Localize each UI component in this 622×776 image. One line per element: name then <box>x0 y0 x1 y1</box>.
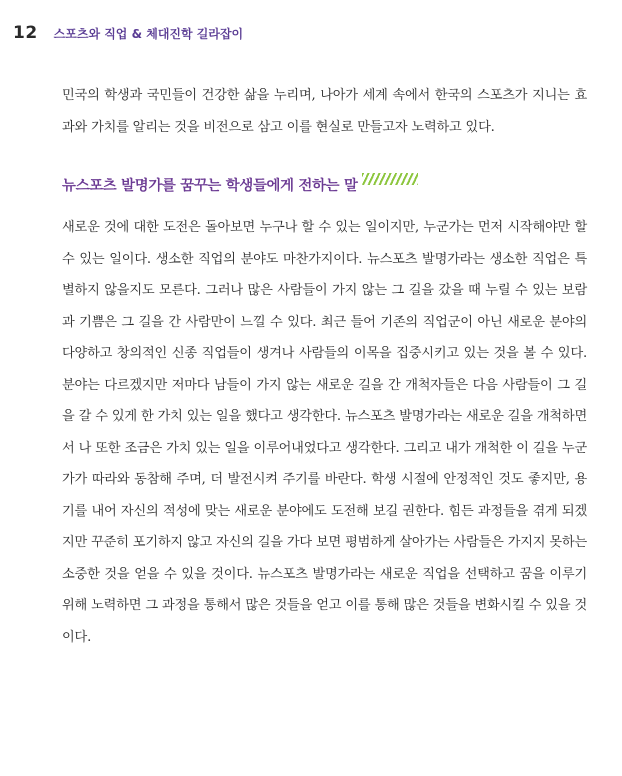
section-heading <box>62 174 418 195</box>
body-paragraph: 새로운 것에 대한 도전은 돌아보면 누구나 할 수 있는 일이지만, 누군가는 먼저 시작해야만 할 수 있는 일이다. 생소한 직업의 분야도 마찬가지이다. 뉴스포츠 발명가라는 생소한 직업은 특별하지 않을지도 모른다. 그러나 많은 사람들이 가지 않는 그 길을 갔을 때 누릴 수 있는 보람과 기쁨은 그 길을 간 사람만이 느낄 수 있다. 최근 들어 기존의 직업군이 아닌 새로운 분야의 다양하고 창의적인 신종 직업들이 생겨나 사람들의 이목을 집중시키고 있는 것을 볼 수 있다. 분야는 다르겠지만 저마다 남들이 가지 않는 새로운 길을 간 개척자들은 다음 사람들이 그 길을 갈 수 있게 한 가치 있는 일을 했다고 생각한다. 뉴스포츠 발명가라는 새로운 길을 개척하면서 나 또한 조금은 가치 있는 일을 이루어내었다고 생각한다. 그리고 내가 개척한 이 길을 누군가가 따라와 동참해 주며, 더 발전시켜 주기를 바란다. 학생 시절에 안정적인 것도 좋지만, 용기를 내어 자신의 적성에 맞는 새로운 분야에도 도전해 보길 권한다. 힘든 과정들을 겪게 되겠지만 꾸준히 포기하지 않고 자신의 길을 가다 보면 평범하게 살아가는 사람들은 가지지 못하는 소중한 것을 얻을 수 있을 것이다. 뉴스포츠 발명가라는 새로운 직업을 선택하고 꿈을 이루기 위해 노력하면 그 과정을 통해서 많은 것들을 얻고 이를 통해 많은 것들을 변화시킬 수 있을 것이다. <box>62 220 587 645</box>
running-title: 스포츠와 직업 & 체대진학 길라잡이 <box>53 26 244 41</box>
page-header <box>13 22 243 44</box>
section-heading-text: 뉴스포츠 발명가를 꿈꾸는 학생들에게 전하는 말 <box>62 178 358 194</box>
page-number: 12 <box>13 23 38 43</box>
decorative-stripes <box>362 173 418 185</box>
intro-paragraph: 민국의 학생과 국민들이 건강한 삶을 누리며, 나아가 세계 속에서 한국의 스포츠가 지니는 효과와 가치를 알리는 것을 비전으로 삼고 이를 현실로 만들고자 노력하고 있다. <box>62 88 587 135</box>
